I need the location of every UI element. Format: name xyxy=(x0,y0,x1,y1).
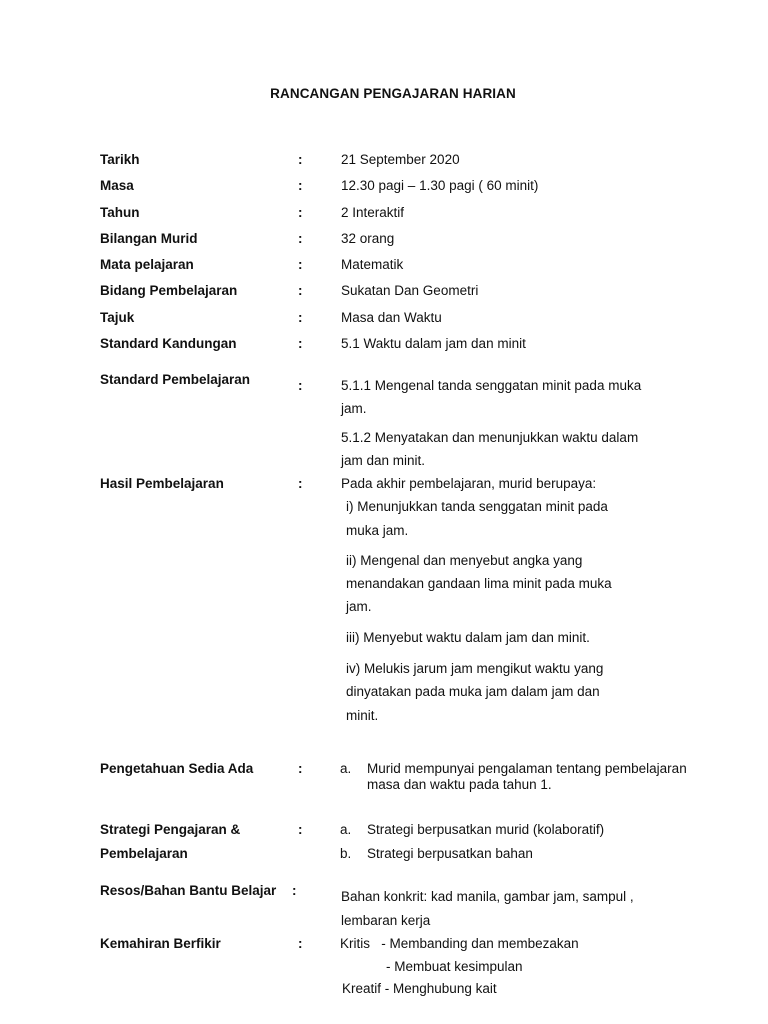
objective-line: muka jam. xyxy=(346,523,409,538)
list-item: Strategi berpusatkan bahan xyxy=(367,846,533,861)
field-value: Matematik xyxy=(341,257,404,272)
objective-line: iv) Melukis jarum jam mengikut waktu yang xyxy=(346,661,604,676)
colon: : xyxy=(298,936,303,951)
objective-line: iii) Menyebut waktu dalam jam dan minit. xyxy=(346,630,590,645)
field-label: Bilangan Murid xyxy=(100,231,198,246)
field-label: Mata pelajaran xyxy=(100,257,194,272)
text-line: jam. xyxy=(341,401,367,416)
colon: : xyxy=(298,205,303,220)
objective-line: i) Menunjukkan tanda senggatan minit pada xyxy=(346,499,608,514)
text-line: 5.1.2 Menyatakan dan menunjukkan waktu dalam xyxy=(341,430,639,445)
field-label: Bidang Pembelajaran xyxy=(100,283,238,298)
text-line: Bahan konkrit: kad manila, gambar jam, sampul , xyxy=(341,889,634,904)
field-label: Tajuk xyxy=(100,310,135,325)
field-label: Tarikh xyxy=(100,152,140,167)
colon: : xyxy=(298,378,303,393)
text-line: 5.1.1 Mengenal tanda senggatan minit pada muka xyxy=(341,378,642,393)
objective-line: minit. xyxy=(346,708,379,723)
colon: : xyxy=(298,231,303,246)
objective-line: dinyatakan pada muka jam dalam jam dan xyxy=(346,684,600,699)
field-value: Masa dan Waktu xyxy=(341,310,442,325)
colon: : xyxy=(298,761,303,776)
field-label: Pengetahuan Sedia Ada xyxy=(100,761,254,776)
text-line: Kreatif - Menghubung kait xyxy=(342,981,497,996)
colon: : xyxy=(298,257,303,272)
field-value: 2 Interaktif xyxy=(341,205,405,220)
colon: : xyxy=(298,152,303,167)
field-value: 32 orang xyxy=(341,231,395,246)
document-title: RANCANGAN PENGAJARAN HARIAN xyxy=(270,86,516,101)
list-marker: a. xyxy=(340,822,352,837)
colon: : xyxy=(292,883,297,898)
colon: : xyxy=(298,310,303,325)
field-value: 5.1 Waktu dalam jam dan minit xyxy=(341,336,526,351)
field-label: Strategi Pengajaran & xyxy=(100,822,241,837)
text-line: Kritis - Membanding dan membezakan xyxy=(340,936,579,951)
text-line: lembaran kerja xyxy=(341,913,431,928)
text-line: masa dan waktu pada tahun 1. xyxy=(367,777,552,792)
field-value: Sukatan Dan Geometri xyxy=(341,283,479,298)
text-line: - Membuat kesimpulan xyxy=(386,959,523,974)
list-marker: a. xyxy=(340,761,352,776)
text-line: Murid mempunyai pengalaman tentang pembelajaran xyxy=(367,761,687,776)
field-value: 21 September 2020 xyxy=(341,152,460,167)
objective-line: menandakan gandaan lima minit pada muka xyxy=(346,576,612,591)
field-label: Masa xyxy=(100,178,134,193)
objective-line: ii) Mengenal dan menyebut angka yang xyxy=(346,553,583,568)
colon: : xyxy=(298,336,303,351)
colon: : xyxy=(298,283,303,298)
colon: : xyxy=(298,822,303,837)
field-label: Pembelajaran xyxy=(100,846,188,861)
text-line: jam dan minit. xyxy=(341,453,426,468)
field-label: Resos/Bahan Bantu Belajar xyxy=(100,883,277,898)
objective-line: jam. xyxy=(346,599,372,614)
colon: : xyxy=(298,178,303,193)
list-marker: b. xyxy=(340,846,352,861)
field-label: Kemahiran Berfikir xyxy=(100,936,221,951)
colon: : xyxy=(298,476,303,491)
intro-line: Pada akhir pembelajaran, murid berupaya: xyxy=(341,476,597,491)
field-label: Standard Pembelajaran xyxy=(100,372,251,387)
field-label: Standard Kandungan xyxy=(100,336,237,351)
field-label: Tahun xyxy=(100,205,140,220)
field-label: Hasil Pembelajaran xyxy=(100,476,224,491)
field-value: 12.30 pagi – 1.30 pagi ( 60 minit) xyxy=(341,178,539,193)
list-item: Strategi berpusatkan murid (kolaboratif) xyxy=(367,822,605,837)
